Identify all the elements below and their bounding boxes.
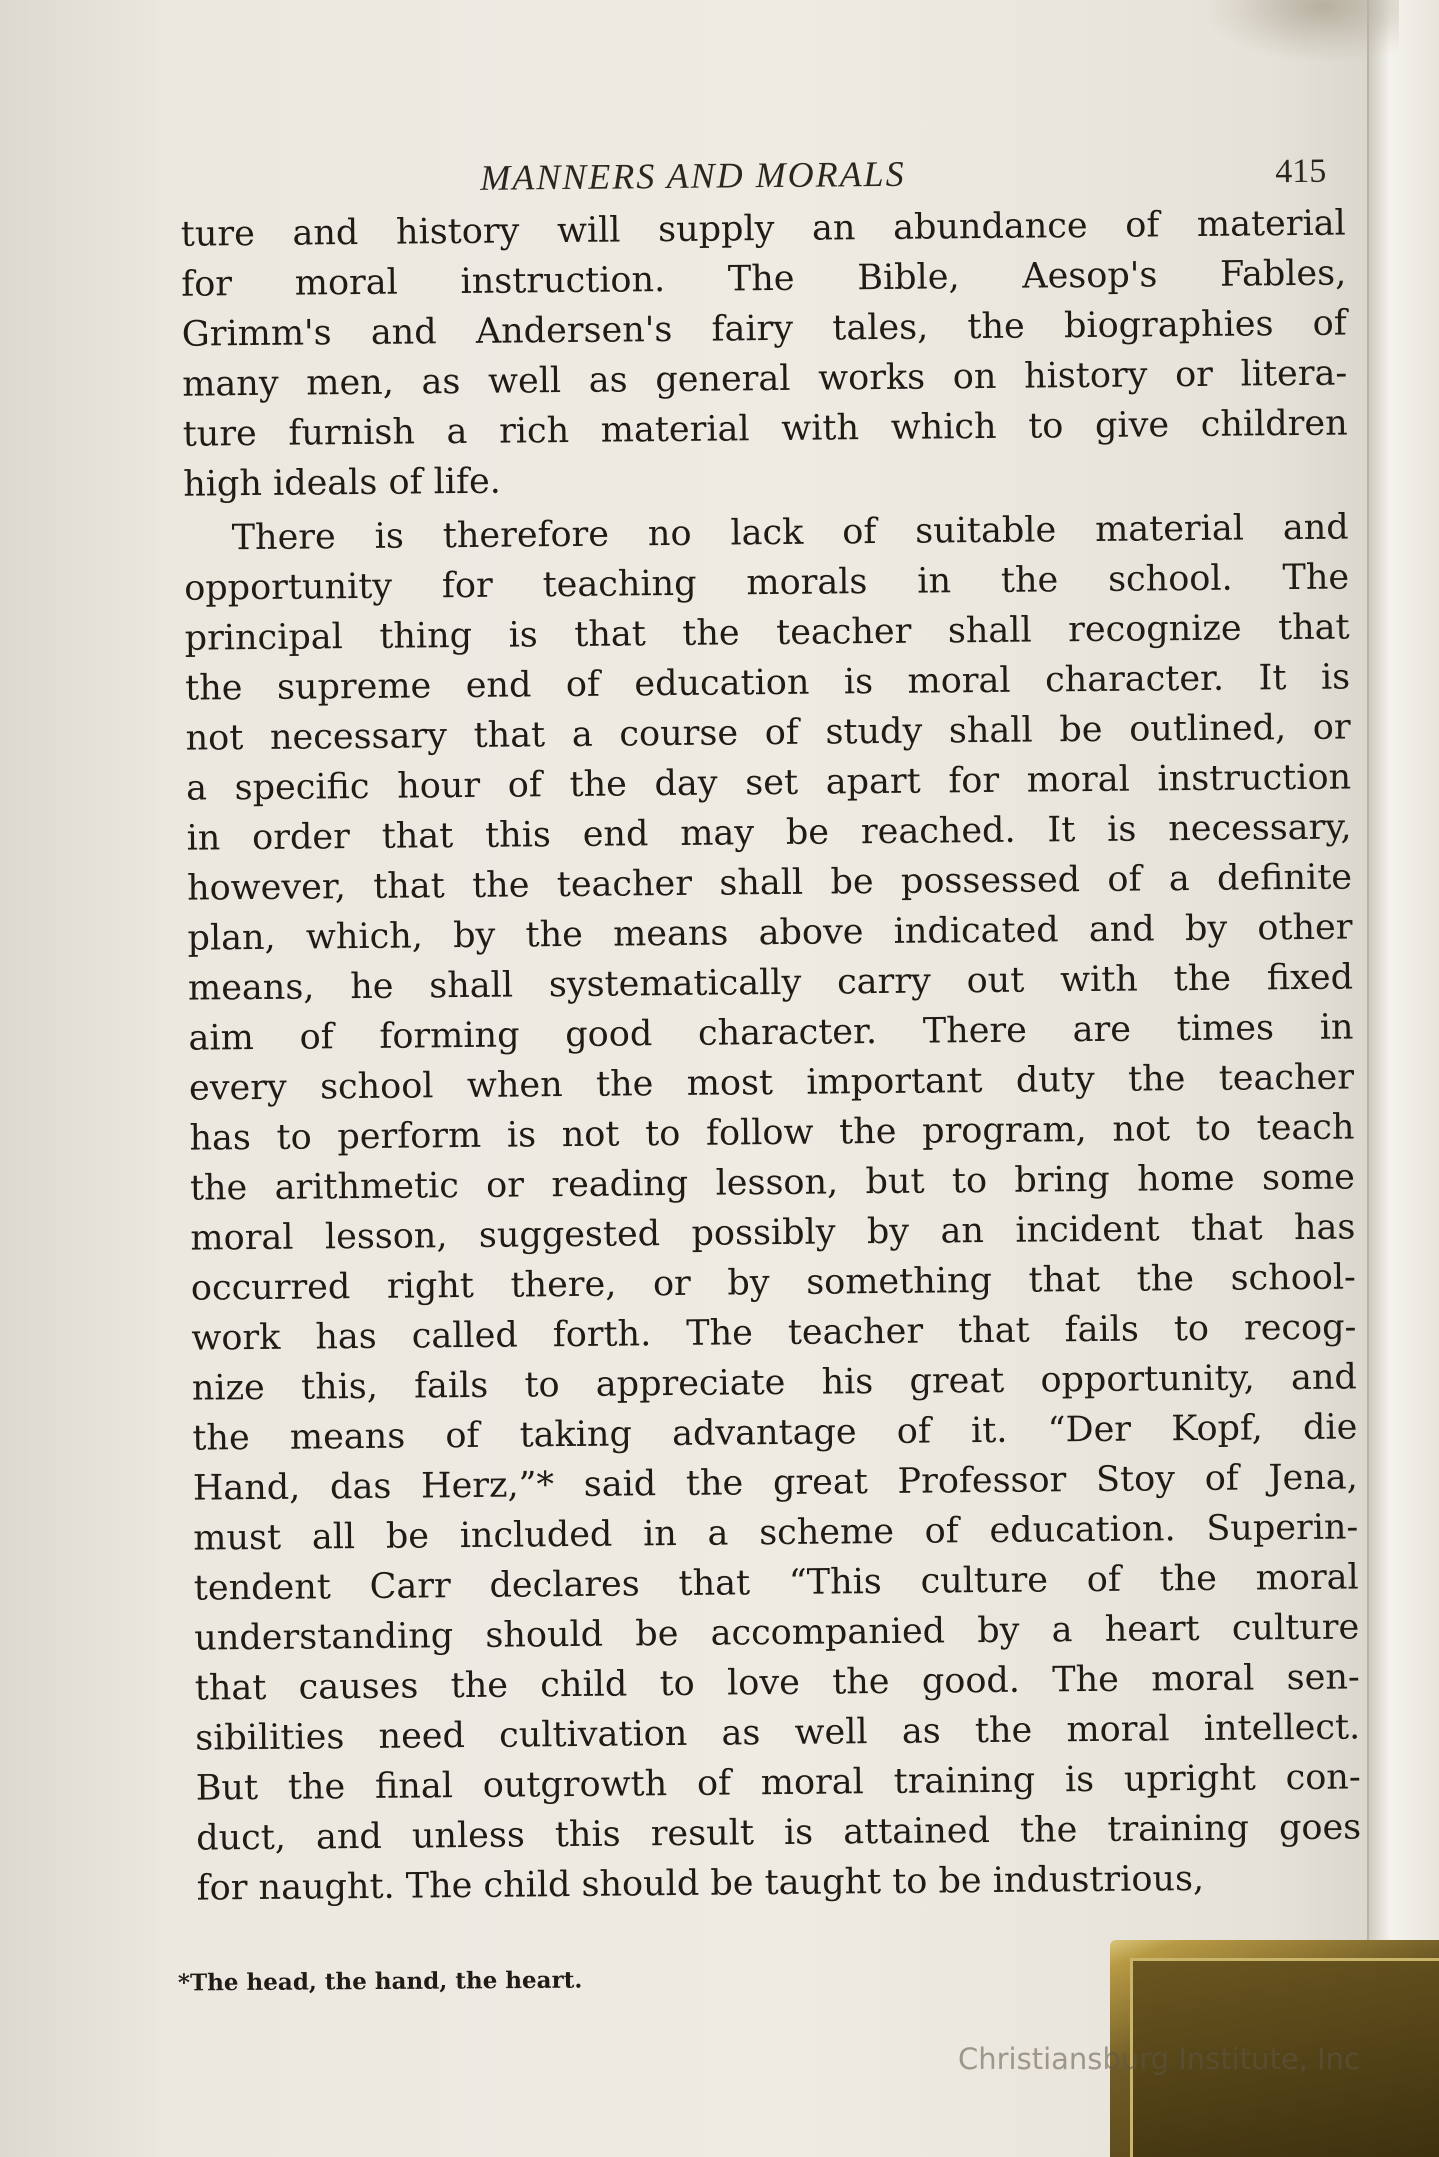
text-line: principal thing is that the teacher shall recognize that: [184, 607, 1350, 659]
text-line: however, that the teacher shall be possessed of a definite: [186, 857, 1353, 909]
text-line: that causes the child to love the good. The moral sen-: [194, 1657, 1360, 1709]
running-title: MANNERS AND MORALS: [480, 153, 906, 198]
text-line: Grimm's and Andersen's fairy tales, the biographies of: [181, 303, 1347, 355]
text-line: nize this, fails to appreciate his great opportunity, and: [191, 1357, 1358, 1409]
text-line: not necessary that a course of study shall be outlined, or: [185, 707, 1351, 759]
text-line: Hand, das Herz,”* said the great Professor Stoy of Jena,: [192, 1457, 1358, 1509]
text-line: for naught. The child should be taught to be industrious,: [196, 1858, 1205, 1909]
text-line: There is therefore no lack of suitable material and: [231, 507, 1349, 559]
footnote: *The head, the hand, the heart.: [177, 1966, 583, 1997]
text-line: moral lesson, suggested possibly by an incident that has: [190, 1207, 1356, 1259]
text-line: for moral instruction. The Bible, Aesop's Fables,: [181, 253, 1347, 305]
torn-corner: [1209, 0, 1399, 60]
text-line: means, he shall systematically carry out with the fixed: [187, 957, 1354, 1009]
text-line: high ideals of life.: [183, 461, 502, 505]
page-number: 415: [1275, 152, 1327, 191]
text-line: ture furnish a rich material with which to give children: [182, 403, 1348, 455]
text-line: must all be included in a scheme of education. Superin-: [193, 1507, 1359, 1559]
text-line: has to perform is not to follow the program, not to teach: [189, 1107, 1355, 1159]
page-text-block: [150, 139, 1362, 1914]
text-line: opportunity for teaching morals in the school. The: [184, 557, 1350, 609]
text-line: the supreme end of education is moral character. It is: [184, 657, 1351, 709]
text-line: But the final outgrowth of moral training is upright con-: [195, 1757, 1361, 1809]
text-line: sibilities need cultivation as well as the moral intellect.: [195, 1707, 1361, 1759]
text-line: tendent Carr declares that “This culture of the moral: [193, 1557, 1359, 1609]
text-line: occurred right there, or by something that the school-: [190, 1257, 1357, 1309]
text-line: aim of forming good character. There are times in: [188, 1007, 1354, 1059]
text-line: in order that this end may be reached. It is necessary,: [186, 807, 1352, 859]
text-line: understanding should be accompanied by a heart culture: [194, 1607, 1360, 1659]
watermark: Christiansburg Institute, Inc: [958, 2042, 1360, 2076]
text-line: duct, and unless this result is attained the training goes: [196, 1807, 1362, 1859]
text-line: the arithmetic or reading lesson, but to bring home some: [189, 1157, 1356, 1209]
paragraph-2: [183, 503, 1361, 1914]
paragraph-1: [181, 199, 1349, 510]
text-line: the means of taking advantage of it. “Der Kopf, die: [192, 1407, 1358, 1459]
text-line: ture and history will supply an abundance of material: [180, 203, 1346, 255]
text-line: a specific hour of the day set apart for moral instruction: [185, 757, 1352, 809]
running-header: [150, 139, 1331, 210]
text-line: work has called forth. The teacher that fails to recog-: [191, 1307, 1357, 1359]
text-line: plan, which, by the means above indicated and by other: [187, 907, 1353, 959]
text-line: every school when the most important duty the teacher: [188, 1057, 1355, 1109]
text-line: many men, as well as general works on history or litera-: [182, 353, 1348, 405]
page-edge: [1367, 0, 1439, 2157]
